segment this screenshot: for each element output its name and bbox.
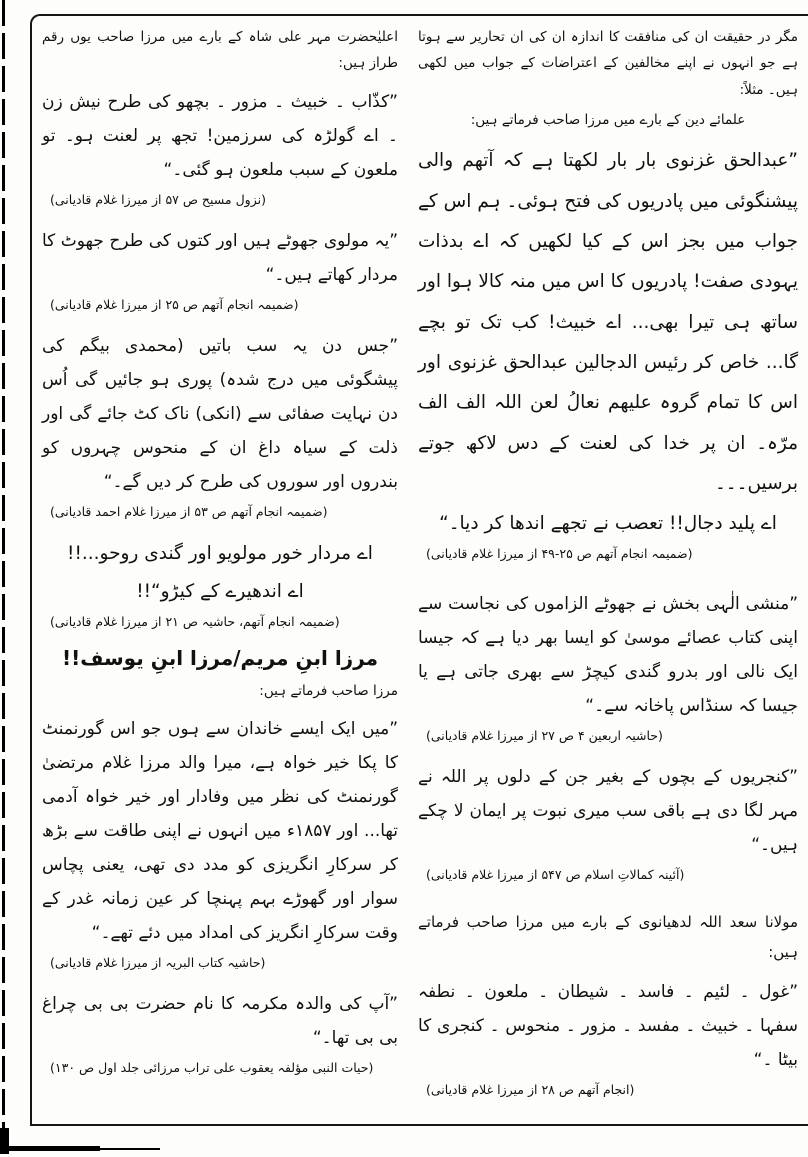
- citation: (حاشیہ اربعین ۴ ص ۲۷ از میرزا غلام قادیانی): [426, 727, 663, 743]
- column-left: [42, 24, 398, 1121]
- scan-bottom-line-artifact: [6, 1146, 100, 1151]
- quote-abdul-haq-last-line: اے پلید دجال!! تعصب نے تجھے اندھا کر دیا۔“: [439, 513, 777, 535]
- scan-edge-artifact: [2, 0, 5, 1134]
- quote-kazzab: ”کذّاب ۔ خبیث ۔ مزور ۔ بچھو کی طرح نیش زن ۔ اے گولڑہ کی سرزمین! تجھ پر لعنت ہو۔ تو ملعون کے سبب ملعون ہو گئی۔“: [42, 91, 398, 180]
- intro-mehr-ali-shah: اعلیٰحضرت مہر علی شاہ کے بارے میں مرزا صاحب یوں رقم طراز ہیں:: [42, 29, 398, 72]
- intro-mirza-sahib: مرزا صاحب فرماتے ہیں:: [259, 682, 398, 699]
- quote-murdar-khor-line2: اے اندھیرے کے کیڑو“!!: [136, 580, 304, 602]
- scan-bottom-line-artifact-2: [100, 1148, 160, 1150]
- quote-muhammadi-begum: ”جس دن یہ سب باتیں (محمدی بیگم کی پیشگوئی میں درج شدہ) پوری ہو جائیں گی اُس دن نہایت صفائی سے (انکی) ناک کٹ جائے گی اور ذلت کے سیاہ داغ ان کے منحوس چہروں کو بندروں اور سوروں کی طرح کر دیں گے۔“: [42, 336, 398, 493]
- citation: (ضمیمہ انجام آتھم ص ۲۵-۴۹ از میرزا غلام قادیانی): [426, 546, 693, 562]
- citation: (انجام آتھم ص ۲۸ از میرزا غلام قادیانی): [426, 1082, 635, 1098]
- quote-ilahi-bakhsh: ”منشی الٰہی بخش نے جھوٹے الزاموں کی نجاست سے اپنی کتاب عصائے موسیٰ کو ایسا بھر دیا ہے کہ جیسا ایک نالی اور بدرو گندی کیچڑ سے بھری جاتی ہے یا جیسا کہ سنڈاس پاخانہ سے۔“: [418, 593, 798, 716]
- quote-walida-name: ”آپ کی والدہ مکرمہ کا نام حضرت بی بی چراغ بی بی تھا۔“: [42, 994, 398, 1049]
- quote-maulvi-jhootay: ”یہ مولوی جھوٹے ہیں اور کتوں کی طرح جھوٹ کا مردار کھاتے ہیں۔“: [42, 230, 398, 285]
- citation: (ضمیمہ انجام آتھم ص ۵۳ از میرزا غلام احمد قادیانی): [50, 504, 328, 520]
- quote-government-loyalty: ”میں ایک ایسے خاندان سے ہوں جو اس گورنمنٹ کا پکا خیر خواہ ہے، میرا والد مرزا غلام مرتضیٰ گورنمنٹ کی نظر میں وفادار اور خیر خواہ آدمی تھا... اور ۱۸۵۷ء میں انہوں نے اپنی طاقت سے بڑھ کر سرکارِ انگریزی کو مدد دی تھی، یعنی پچاس سوار اور گھوڑے بہم پہنچا کر عین زمانہ غدر کے وقت سرکارِ انگریز کی امداد میں دئے تھے۔“: [42, 719, 398, 944]
- intro-paragraph: مگر در حقیقت ان کی منافقت کا اندازہ ان کی ان تحاریر سے ہوتا ہے جو انہوں نے اپنے مخالفین کے اعتراضات کے جواب میں لکھی ہیں۔ مثلاً:: [418, 29, 798, 98]
- citation: (حاشیہ کتاب البریہ از میرزا غلام قادیانی): [50, 955, 266, 971]
- citation: (نزول مسیح ص ۵۷ از میرزا غلام قادیانی): [50, 191, 266, 207]
- column-right: [418, 24, 798, 1121]
- citation: (حیات النبی مؤلفہ یعقوب علی تراب مرزائی جلد اول ص ۱۳۰): [50, 1060, 374, 1076]
- citation: (ضمیمہ انجام آتھم، حاشیہ ص ۲۱ از میرزا غلام قادیانی): [50, 613, 340, 629]
- quote-abdul-haq-ghaznavi: ”عبدالحق غزنوی بار بار لکھتا ہے کہ آتھم والی پیشنگوئی میں پادریوں کی فتح ہوئی۔ ہم اس کے جواب میں بجز اس کے کیا لکھیں کہ اے بدذات یہودی صفت! پادریوں کا اس میں منہ کالا ہوا اور ساتھ ہی تیرا بھی... اے خبیث! کب تک تو بچے گا... خاص کر رئیس الدجالین عبدالحق غزنوی اور اس کا تمام گروہ علیھم نعالُ لعن اللہ الف الف مرّہ۔ ان پر خدا کی لعنت کے دس لاکھ جوتے برسیں۔۔۔: [418, 150, 798, 494]
- quote-murdar-khor-line1: اے مردار خور مولویو اور گندی روحو...!!: [67, 543, 373, 565]
- citation: (ضمیمہ انجام آتھم ص ۲۵ از میرزا غلام قادیانی): [50, 296, 299, 312]
- page-content: [42, 24, 798, 1121]
- citation: (آئینہ کمالاتِ اسلام ص ۵۴۷ از میرزا غلام قادیانی): [426, 866, 685, 882]
- intro-line: علمائے دین کے بارے میں مرزا صاحب فرماتے ہیں:: [470, 111, 746, 128]
- quote-epithets-list: ”غول ۔ لئیم ۔ فاسد ۔ شیطان ۔ ملعون ۔ نطفہ سفہا ۔ خبیث ۔ مفسد ۔ مزور ۔ منحوس ۔ کنجری کا بیٹا ۔“: [418, 982, 798, 1071]
- quote-kanjriyon: ”کنجریوں کے بچوں کے بغیر جن کے دلوں پر اللہ نے مہر لگا دی ہے باقی سب میری نبوت پر ایمان لا چکے ہیں۔“: [418, 766, 798, 855]
- intro-saadullah-ludhianvi: مولانا سعد اللہ لدھیانوی کے بارے میں مرزا صاحب فرماتے ہیں:: [418, 913, 798, 962]
- section-heading-mirza-ibn-maryam: مرزا ابنِ مریم/مرزا ابنِ یوسف!!: [61, 645, 379, 670]
